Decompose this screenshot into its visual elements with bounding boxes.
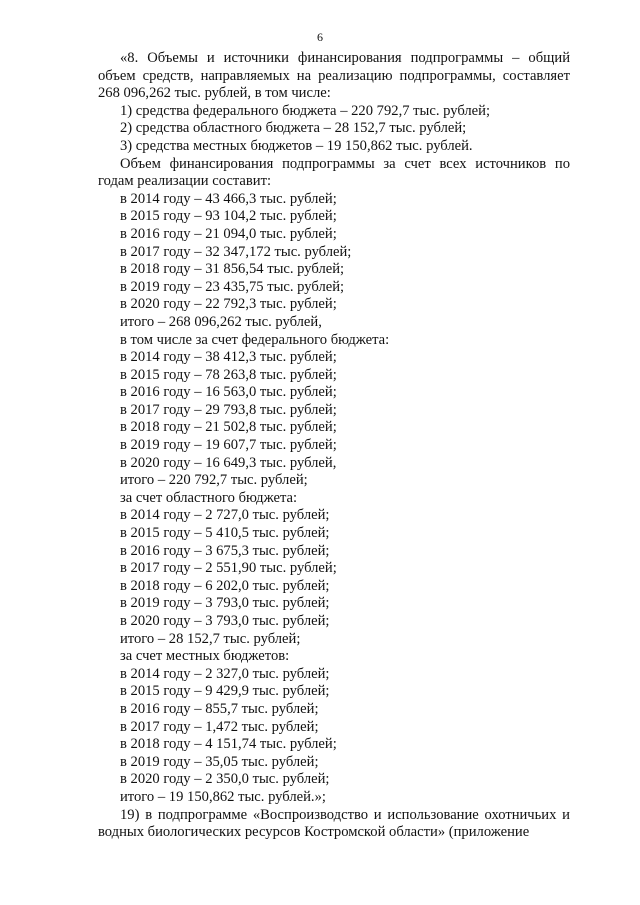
closing-paragraph: 19) в подпрограмме «Воспроизводство и использование охотничьих и водных биологических ресурсов Костромской области» (приложение	[98, 806, 570, 841]
total-line: в 2014 году – 43 466,3 тыс. рублей;	[120, 190, 337, 207]
document-body	[98, 50, 570, 842]
local-line: в 2016 году – 855,7 тыс. рублей;	[120, 700, 319, 717]
page-number: 6	[317, 30, 323, 44]
federal-line: в 2020 году – 16 649,3 тыс. рублей,	[120, 454, 337, 471]
federal-line: в 2019 году – 19 607,7 тыс. рублей;	[120, 437, 337, 454]
total-line: в 2018 году – 31 856,54 тыс. рублей;	[120, 261, 345, 278]
regional-line: в 2015 году – 5 410,5 тыс. рублей;	[120, 525, 330, 542]
local-line: в 2019 году – 35,05 тыс. рублей;	[120, 753, 319, 770]
total-line: в 2017 году – 32 347,172 тыс. рублей;	[120, 243, 352, 260]
total-line: в 2016 году – 21 094,0 тыс. рублей;	[120, 225, 337, 242]
regional-line: в 2017 году – 2 551,90 тыс. рублей;	[120, 560, 337, 577]
federal-sum-line: итого – 220 792,7 тыс. рублей;	[120, 472, 308, 489]
regional-line: в 2016 году – 3 675,3 тыс. рублей;	[120, 542, 330, 559]
funding-item-regional: 2) средства областного бюджета – 28 152,7 тыс. рублей;	[120, 120, 467, 137]
federal-line: в 2018 году – 21 502,8 тыс. рублей;	[120, 419, 337, 436]
total-section-heading: Объем финансирования подпрограммы за счет всех источников по годам реализации составит:	[98, 155, 570, 190]
local-line: в 2020 году – 2 350,0 тыс. рублей;	[120, 771, 330, 788]
regional-line: в 2019 году – 3 793,0 тыс. рублей;	[120, 595, 330, 612]
local-section-heading: за счет местных бюджетов:	[120, 648, 290, 665]
local-line: в 2018 году – 4 151,74 тыс. рублей;	[120, 736, 337, 753]
total-line: в 2020 году – 22 792,3 тыс. рублей;	[120, 296, 337, 313]
federal-line: в 2016 году – 16 563,0 тыс. рублей;	[120, 384, 337, 401]
total-line: в 2019 году – 23 435,75 тыс. рублей;	[120, 278, 345, 295]
regional-sum-line: итого – 28 152,7 тыс. рублей;	[120, 630, 301, 647]
local-sum-line: итого – 19 150,862 тыс. рублей.»;	[120, 788, 326, 805]
local-line: в 2017 году – 1,472 тыс. рублей;	[120, 718, 319, 735]
federal-line: в 2014 году – 38 412,3 тыс. рублей;	[120, 349, 337, 366]
intro-paragraph: «8. Объемы и источники финансирования подпрограммы – общий объем средств, направляемых на реализацию подпрограммы, составляет 268 096,262 тыс. рублей, в том числе:	[98, 50, 570, 102]
federal-section-heading: в том числе за счет федерального бюджета:	[120, 331, 390, 348]
regional-line: в 2020 году – 3 793,0 тыс. рублей;	[120, 613, 330, 629]
funding-item-federal: 1) средства федерального бюджета – 220 792,7 тыс. рублей;	[120, 102, 491, 119]
regional-line: в 2014 году – 2 727,0 тыс. рублей;	[120, 507, 330, 524]
local-line: в 2015 году – 9 429,9 тыс. рублей;	[120, 683, 330, 700]
federal-line: в 2015 году – 78 263,8 тыс. рублей;	[120, 366, 337, 383]
local-line: в 2014 году – 2 327,0 тыс. рублей;	[120, 665, 330, 682]
regional-section-heading: за счет областного бюджета:	[120, 489, 298, 506]
total-line: в 2015 году – 93 104,2 тыс. рублей;	[120, 208, 337, 225]
total-sum-line: итого – 268 096,262 тыс. рублей,	[120, 313, 322, 330]
regional-line: в 2018 году – 6 202,0 тыс. рублей;	[120, 577, 330, 594]
federal-line: в 2017 году – 29 793,8 тыс. рублей;	[120, 401, 337, 418]
funding-item-local: 3) средства местных бюджетов – 19 150,862 тыс. рублей.	[120, 137, 473, 154]
